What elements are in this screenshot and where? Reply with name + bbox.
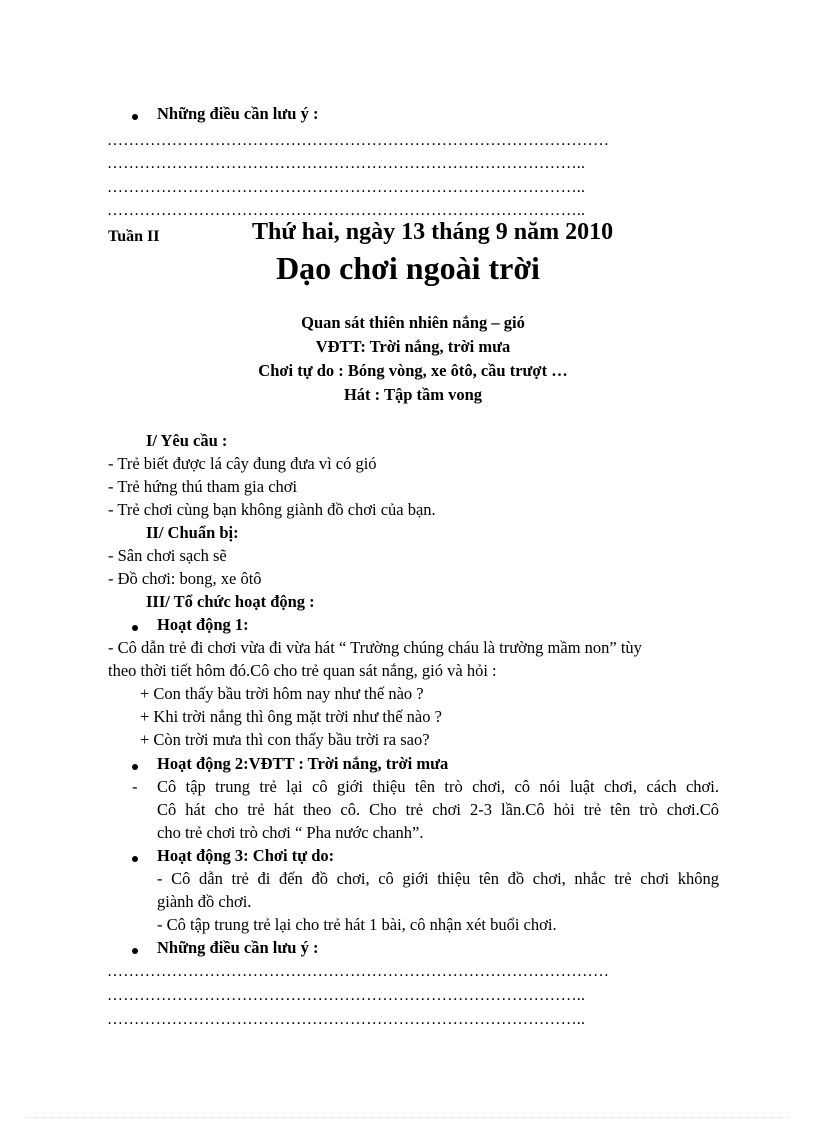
bottom-note-dots-3: …………………………………………………………………………….. xyxy=(107,1011,586,1028)
subtitle-2: VĐTT: Trời nắng, trời mưa xyxy=(315,337,511,356)
activity1-line-1: - Cô dẫn trẻ đi chơi vừa đi vừa hát “ Trường chúng cháu là trường mầm non” tùy xyxy=(108,638,642,657)
activity1-question-2: + Khi trời nắng thì ông mặt trời như thế nào ? xyxy=(140,707,442,726)
section1-item-1: - Trẻ biết được lá cây đung đưa vì có gió xyxy=(108,454,377,473)
bullet-icon xyxy=(132,764,138,770)
top-note-heading: Những điều cần lưu ý : xyxy=(157,104,319,123)
bullet-icon xyxy=(132,625,138,631)
week-label: Tuần II xyxy=(108,228,160,245)
activity2-line-2: Cô hát cho trẻ hát theo cô. Cho trẻ chơi 2-3 lần.Cô hỏi trẻ tên trò chơi.Cô xyxy=(157,800,719,819)
activity1-question-3: + Còn trời mưa thì con thấy bầu trời ra sao? xyxy=(140,730,430,749)
section1-heading: I/ Yêu cầu : xyxy=(146,431,228,450)
activity3-line-1: - Cô dẫn trẻ đi đến đồ chơi, cô giới thiệu tên đồ chơi, nhắc trẻ chơi không xyxy=(157,869,719,888)
subtitle-4: Hát : Tập tầm vong xyxy=(343,385,483,404)
section2-heading: II/ Chuẩn bị: xyxy=(146,523,239,542)
bottom-note-dots-2: …………………………………………………………………………….. xyxy=(107,987,586,1004)
bullet-icon xyxy=(132,948,138,954)
date-line: Thứ hai, ngày 13 tháng 9 năm 2010 xyxy=(252,219,614,245)
activity1-line-2: theo thời tiết hôm đó.Cô cho trẻ quan sát nắng, gió và hỏi : xyxy=(108,661,497,680)
activity2-title: Hoạt động 2:VĐTT : Trời nắng, trời mưa xyxy=(157,754,449,773)
bottom-note-heading: Những điều cần lưu ý : xyxy=(157,938,319,957)
activity3-title: Hoạt động 3: Chơi tự do: xyxy=(157,846,335,865)
bottom-note-dots-1: ………………………………………………………………………………… xyxy=(107,963,610,980)
section1-item-2: - Trẻ hứng thú tham gia chơi xyxy=(108,477,298,496)
activity2-line-3: cho trẻ chơi trò chơi “ Pha nước chanh”. xyxy=(157,823,424,842)
activity2-dash: - xyxy=(132,777,138,796)
section1-item-3: - Trẻ chơi cùng bạn không giành đồ chơi của bạn. xyxy=(108,500,436,519)
section2-item-1: - Sân chơi sạch sẽ xyxy=(108,546,227,565)
top-note-dots-3: …………………………………………………………………………….. xyxy=(107,179,586,196)
subtitle-1: Quan sát thiên nhiên nắng – gió xyxy=(301,313,525,332)
bullet-icon xyxy=(132,114,138,120)
bullet-icon xyxy=(132,856,138,862)
top-note-dots-1: ………………………………………………………………………………… xyxy=(107,132,610,149)
page-title: Dạo chơi ngoài trời xyxy=(276,250,540,286)
section2-item-2: - Đồ chơi: bong, xe ôtô xyxy=(108,569,262,588)
activity1-title: Hoạt động 1: xyxy=(157,615,249,634)
activity3-line-2: giành đồ chơi. xyxy=(157,892,252,911)
activity2-line-1: Cô tập trung trẻ lại cô giới thiệu tên trò chơi, cô nói luật chơi, cách chơi. xyxy=(157,777,719,796)
top-note-dots-2: …………………………………………………………………………….. xyxy=(107,155,586,172)
section3-heading: III/ Tổ chức hoạt động : xyxy=(146,592,315,611)
activity3-line-3: - Cô tập trung trẻ lại cho trẻ hát 1 bài, cô nhận xét buổi chơi. xyxy=(157,915,557,934)
page-bottom-divider xyxy=(26,1117,790,1118)
activity1-question-1: + Con thấy bầu trời hôm nay như thế nào ? xyxy=(140,684,424,703)
subtitle-3: Chơi tự do : Bóng vòng, xe ôtô, cầu trượt … xyxy=(258,361,568,380)
top-note-dots-4: …………………………………………………………………………….. xyxy=(107,202,586,219)
